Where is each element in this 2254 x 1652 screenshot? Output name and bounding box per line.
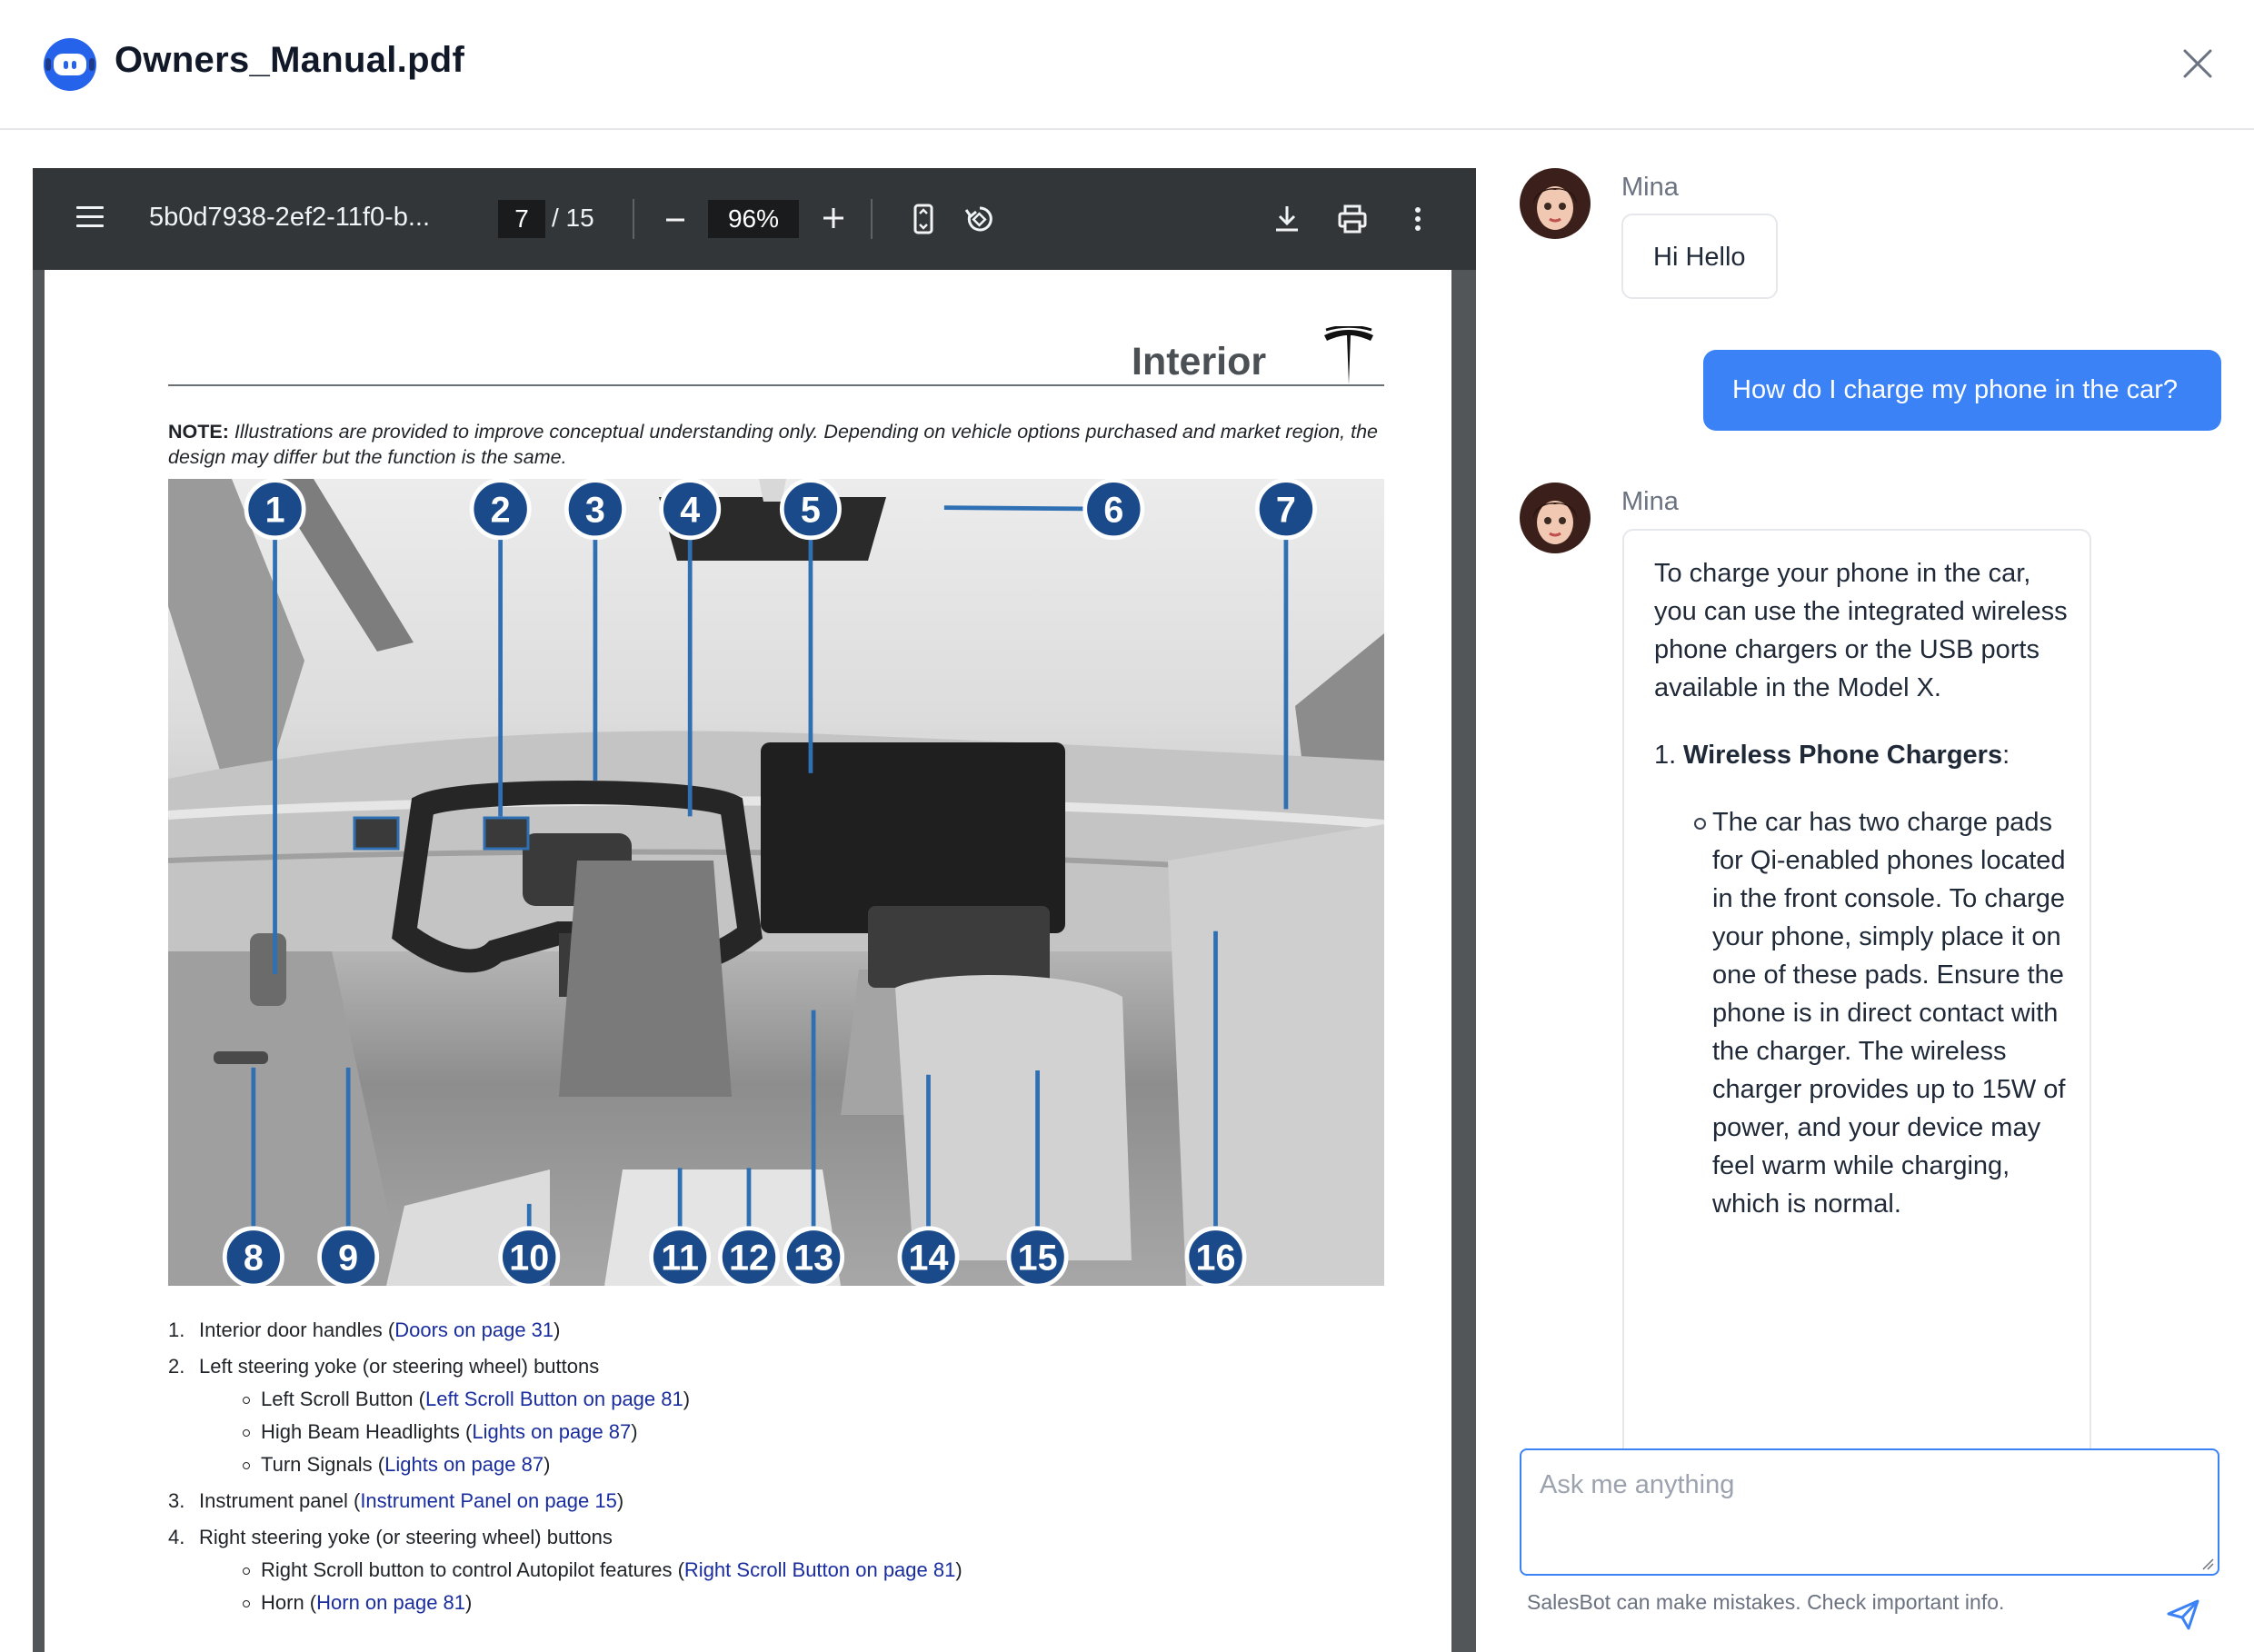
callout-label: 15 [1017,1238,1058,1279]
page-link[interactable]: Right Scroll Button on page 81 [683,1558,956,1581]
callout-label: 14 [908,1238,949,1279]
list-item: 1. Interior door handles (Doors on page 31) [168,1319,561,1341]
send-icon[interactable] [2163,1596,2203,1632]
sub-list-item: Left Scroll Button (Left Scroll Button on page 81) [199,1386,1404,1413]
bot-answer-message [1622,529,2091,1448]
callout-overlay [168,479,1384,1286]
callout-label: 5 [800,490,821,531]
chatbot-logo-icon [44,38,96,91]
zoom-level[interactable]: 96% [708,200,799,238]
callout-label: 2 [490,490,511,531]
fit-page-icon[interactable] [905,201,942,237]
page-total: / 15 [552,204,594,232]
page-link[interactable]: Doors on page 31 [394,1319,554,1341]
answer-section-heading: 1. Wireless Phone Chargers: [1654,741,2010,770]
menu-icon[interactable] [76,206,104,232]
note-paragraph: NOTE: Illustrations are provided to improve conceptual understanding only. Depending on vehicle options purchased and market region, the design may differ but the function is the same. [168,421,1379,468]
page-link[interactable]: Lights on page 87 [384,1453,544,1476]
pdf-filename: 5b0d7938-2ef2-11f0-b... [149,203,431,232]
document-title: Owners_Manual.pdf [115,40,465,80]
callout-label: 6 [1103,490,1124,531]
pdf-viewer [33,168,1476,1652]
callout-label: 11 [661,1238,700,1279]
page-link[interactable]: Left Scroll Button on page 81 [424,1388,683,1410]
callout-label: 12 [729,1238,769,1279]
list-item: 3. Instrument panel (Instrument Panel on page 15) [168,1489,624,1512]
answer-bullet: The car has two charge pads for Qi-enabled phones located in the front console. To charge your phone, simply place it on one of these pads. Ensure the phone is in direct contact with the charger. The wireless charger provides up to 15W of power, and your device may feel warm while charging, which is normal. [1654,803,2072,1223]
print-icon[interactable] [1334,201,1371,237]
sub-list-item: Horn (Horn on page 81) [199,1589,1404,1617]
callout-label: 10 [509,1238,550,1279]
bot-message: Hi Hello [1621,214,1778,299]
callout-label: 7 [1275,490,1296,531]
page-number-input[interactable]: 7 [498,200,545,238]
tesla-logo-icon [1321,326,1377,386]
list-item: 2. Left steering yoke (or steering wheel) buttons Left Scroll Button (Left Scroll Button on page 81) High Beam Headlights (Lights on page 87) Turn Signals (Lights on page 87) [168,1353,1404,1478]
chat-input-container [1520,1448,2219,1576]
callout-label: 4 [680,490,701,531]
sub-list-item: Turn Signals (Lights on page 87) [199,1451,1404,1478]
pdf-toolbar [33,168,1476,270]
download-icon[interactable] [1269,201,1305,237]
page-link[interactable]: Lights on page 87 [472,1420,632,1443]
resize-handle-icon[interactable] [2199,1556,2214,1570]
page-link[interactable]: Horn on page 81 [316,1591,466,1614]
heading-rule [168,384,1384,386]
user-message: How do I charge my phone in the car? [1703,350,2221,431]
more-options-icon[interactable] [1400,201,1436,237]
avatar [1520,483,1591,553]
interior-illustration [168,479,1384,1286]
callout-label: 9 [338,1238,359,1279]
answer-intro: To charge your phone in the car, you can use the integrated wireless phone chargers or the USB ports available in the Model X. [1654,559,2068,702]
section-heading: Interior [1132,340,1267,383]
callout-label: 16 [1195,1238,1236,1279]
callout-label: 8 [243,1238,264,1279]
sender-name: Mina [1621,173,1679,202]
callout-label: 1 [264,490,285,531]
list-item: 4. Right steering yoke (or steering wheel) buttons Right Scroll button to control Autopilot features (Right Scroll Button on page 81) Horn (Horn on page 81) [168,1524,1404,1617]
sub-list-item: High Beam Headlights (Lights on page 87) [199,1418,1404,1446]
toolbar-divider [633,199,634,239]
interior-parts-list [168,1317,1404,1626]
page-link[interactable]: Instrument Panel on page 15 [360,1489,617,1512]
disclaimer-text: SalesBot can make mistakes. Check important info. [1527,1590,2005,1614]
app-header [0,0,2254,130]
sub-list-item: Right Scroll button to control Autopilot features (Right Scroll Button on page 81) [199,1557,1404,1584]
callout-label: 3 [584,490,605,531]
zoom-in-icon[interactable] [818,203,849,234]
chat-input[interactable] [1540,1470,2194,1557]
callout-label: 13 [793,1238,834,1279]
zoom-out-icon[interactable] [660,204,691,235]
rotate-icon[interactable] [962,201,998,237]
close-icon[interactable] [2179,45,2216,82]
sender-name: Mina [1621,487,1679,516]
toolbar-divider [871,199,873,239]
pdf-page [45,270,1451,1652]
avatar [1520,168,1591,239]
